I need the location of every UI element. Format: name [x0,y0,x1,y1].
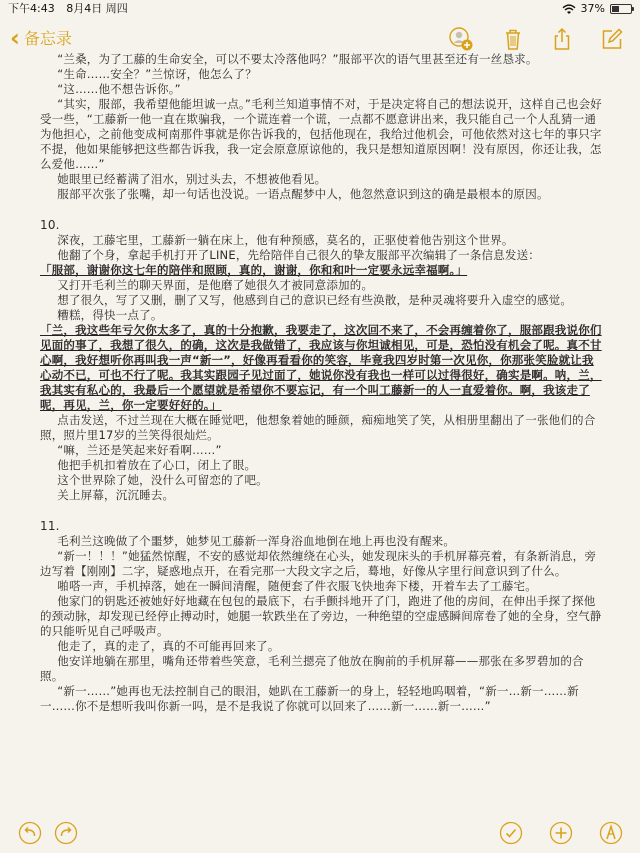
note-paragraph: 深夜，工藤宅里，工藤新一躺在床上，他有种预感，莫名的，正驱使着他告别这个世界。 [57,233,514,247]
status-date: 8月4日 周四 [66,2,128,15]
note-paragraph: 这个世界除了她，没什么可留恋的了吧。 [57,473,268,487]
battery-icon [610,4,632,14]
bottom-toolbar [0,813,640,853]
redo-icon[interactable] [54,821,78,845]
wifi-icon [562,4,576,15]
note-paragraph: “兰桑，为了工藤的生命安全，可以不要太冷落他吗？”服部平次的语气里甚至还有一丝恳求。 [57,52,538,66]
note-paragraph: 他把手机扣着放在了心口，闭上了眼。 [57,458,257,472]
note-paragraph: “新一……”她再也无法控制自己的眼泪，她趴在工藤新一的身上，轻轻地呜咽着，“新一…新一……新一……你不是想听我叫你新一吗，是不是我说了你就可以回来了……新一……新一……” [40,684,579,713]
note-body[interactable] [40,52,605,807]
note-paragraph: 他走了，真的走了，真的不可能再回来了。 [57,639,280,653]
status-bar [0,0,640,18]
compose-icon[interactable] [599,26,625,52]
chapter-heading: 10. [40,218,60,232]
note-paragraph: “嘛，兰还是笑起来好看啊……” [57,443,222,457]
message-quote-text: 「服部，谢谢你这七年的陪伴和照顾，真的，谢谢，你和和叶一定要永远幸福啊。」 [40,263,468,277]
trash-icon[interactable] [500,26,526,52]
message-quote [40,263,605,278]
note-paragraph: 他翻了个身，拿起手机打开了LINE，先给陪伴自己很久的挚友服部平次编辑了一条信息发送： [57,248,541,262]
note-paragraph: “这……他不想告诉你。” [57,82,181,96]
note-paragraph: 服部平次张了张嘴，却一句话也没说。一语点醒梦中人，他忽然意识到这的确是最根本的原因。 [57,187,549,201]
note-paragraph: 毛利兰这晚做了个噩梦，她梦见工藤新一浑身浴血地倒在地上再也没有醒来。 [57,534,456,548]
note-paragraph: 糟糕，得快一点了。 [57,308,163,322]
note-paragraph: “生命……安全？”兰惊讶，他怎么了？ [57,67,257,81]
note-paragraph: 想了很久，写了又删，删了又写，他感到自己的意识已经有些涣散，是种灵魂将要升入虚空的感觉。 [57,293,573,307]
checklist-icon[interactable] [499,821,523,845]
message-quote [40,323,605,413]
add-icon[interactable] [549,821,573,845]
battery-percent: 37% [580,2,605,15]
share-icon[interactable] [549,26,575,52]
message-quote-text: 「兰，我这些年亏欠你太多了，真的十分抱歉，我要走了，这次回不来了，不会再缠着你了，服部跟我说你们见面的事了，我想了很久，的确，这次是我做错了，我应该与你坦诚相见，可是，恐怕没有机会了呢。真不甘心啊，我好想听你再叫我一声“新一”，好像再看看你的笑容，毕竟我四岁时第一次见你，你那张笑脸就让我心动不已，可也不行了呢。我其实跟园子见过面了，她说你没有我也一样可以过得很好，确实是啊。呐，兰，我其实有私心的，我最后一个愿望就是希望你不要忘记，有一个叫工藤新一的人一直爱着你。啊，我该走了呢，再见，兰，你一定要好好的。」 [40,323,602,412]
note-paragraph: 点击发送，不过兰现在大概在睡觉吧，他想象着她的睡颜，痴痴地笑了笑，从相册里翻出了一张他们的合照，照片里17岁的兰笑得很灿烂。 [40,413,596,442]
note-paragraph: “新一！！！”她猛然惊醒，不安的感觉却依然缠绕在心头，她发现床头的手机屏幕亮着，有条新消息，旁边写着【刚刚】二字，疑惑地点开，在看完那一大段文字之后，蓦地，好像从字里行间意识到了什么。 [40,549,597,578]
add-people-icon[interactable] [448,26,474,52]
note-paragraph: 他安详地躺在那里，嘴角还带着些笑意，毛利兰摁亮了他放在胸前的手机屏幕——那张在多罗碧加的合照。 [40,654,584,683]
status-time: 下午4:43 [8,2,55,15]
back-label: 备忘录 [23,29,72,48]
note-paragraph: 他家门的钥匙还被她好好地藏在包包的最底下，右手颤抖地开了门，跑进了他的房间，在伸出手探了探他的颈动脉，却发现已经停止搏动时，她腿一软跌坐在了旁边，一种绝望的空虚感瞬间席卷了她的全身，空气静的只能听见自己呼吸声。 [40,594,602,638]
note-paragraph: 她眼里已经蓄满了泪水，别过头去，不想被他看见。 [57,172,327,186]
draw-icon[interactable] [599,821,623,845]
undo-icon[interactable] [18,821,42,845]
back-button[interactable] [10,23,72,52]
note-paragraph: “其实，服部，我希望他能坦诚一点。”毛利兰知道事情不对，于是决定将自己的想法说开，这样自己也会好受一些，“工藤新一他一直在欺骗我，一个谎连着一个谎，一点都不愿意讲出来，我只能自己一个人乱猜一通为他担心，之前他变成柯南那件事就是你告诉我的，包括他现在，我给过他机会，可他依然对这七年的事只字不提，他如果能够把这些都告诉我，我一定会原意原谅他的，我只是想知道原因啊！没有原因，你还让我，怎么爱他……” [40,97,603,171]
note-paragraph: 又打开毛利兰的聊天界面，是他磨了她很久才被同意添加的。 [57,278,374,292]
note-paragraph: 啪嗒一声，手机掉落，她在一瞬间清醒，随便套了件衣服飞快地奔下楼，开着车去了工藤宅。 [57,579,537,593]
chevron-left-icon: ‹ [10,23,20,52]
battery-fill [612,6,619,12]
note-paragraph: 关上屏幕，沉沉睡去。 [57,488,175,502]
chapter-heading: 11. [40,519,60,533]
